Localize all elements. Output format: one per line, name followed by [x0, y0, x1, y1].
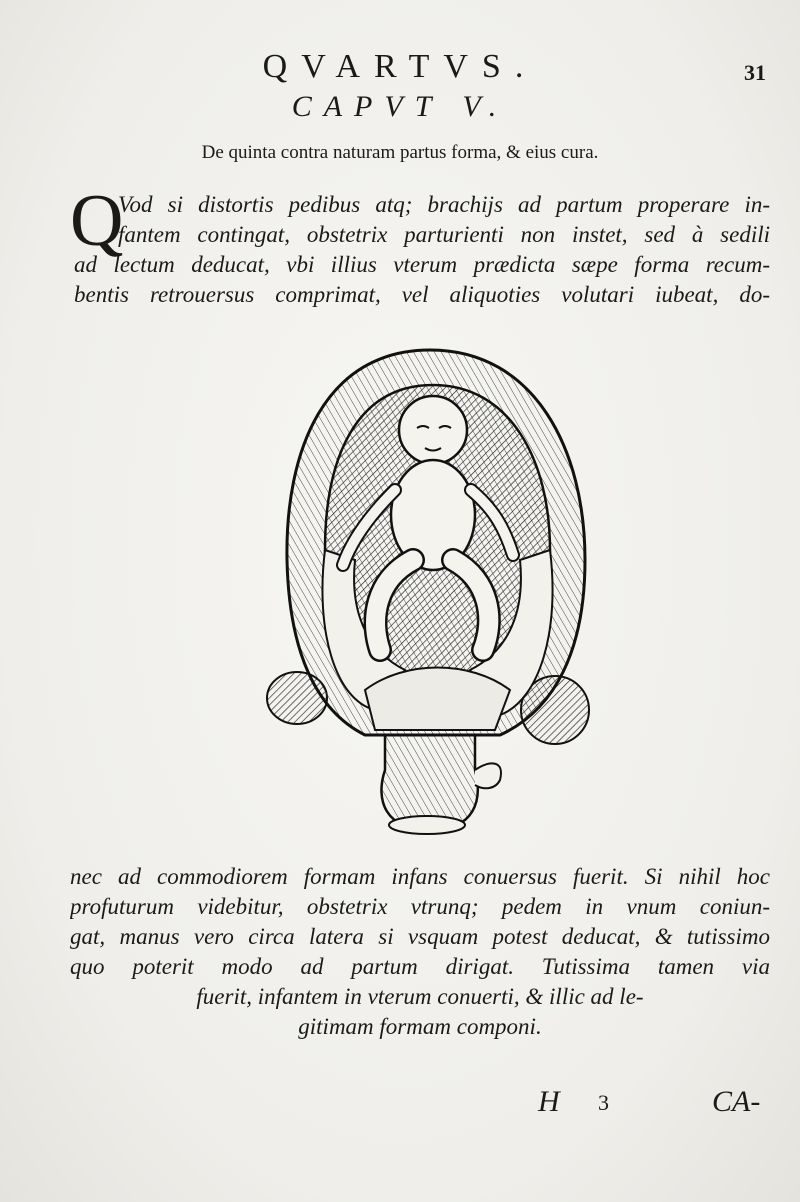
- text-line: fuerit, infantem in vterum conuerti, & illic ad le-: [196, 984, 644, 1009]
- text-line: nec ad commodiorem formam infans conuersus fuerit. Si nihil hoc: [70, 864, 770, 889]
- chapter-subtitle: De quinta contra naturam partus forma, & eius cura.: [201, 142, 599, 163]
- paragraph-1: [70, 180, 770, 310]
- signature-number: 3: [598, 1090, 609, 1115]
- drop-capital: Q: [70, 180, 124, 262]
- woodcut-fetus-in-womb-icon: [255, 330, 605, 840]
- text-line: ad lectum deducat, vbi illius vterum prædicta sæpe forma recum-: [74, 252, 770, 277]
- signature-mark: H: [538, 1085, 560, 1118]
- text-line: gat, manus vero circa latera si vsquam potest deducat, & tutissimo: [70, 924, 770, 949]
- woodcut-illustration: [255, 330, 605, 840]
- paragraph-2: [70, 862, 770, 1042]
- running-head: QVARTVS.: [262, 48, 538, 85]
- text-line: gitimam formam componi.: [298, 1014, 542, 1039]
- chapter-heading: CAPVT V.: [291, 90, 509, 123]
- text-line: quo poterit modo ad partum dirigat. Tutissima tamen via: [70, 954, 770, 979]
- page-number: 31: [744, 60, 766, 85]
- text-line: profuturum videbitur, obstetrix vtrunq; pedem in vnum coniun-: [70, 894, 770, 919]
- catchword: CA-: [712, 1085, 761, 1118]
- text-line: fantem contingat, obstetrix parturienti non instet, sed à sedili: [118, 222, 770, 247]
- text-line: bentis retrouersus comprimat, vel aliquoties volutari iubeat, do-: [74, 282, 770, 307]
- text-line: Vod si distortis pedibus atq; brachijs ad partum properare in-: [118, 192, 770, 217]
